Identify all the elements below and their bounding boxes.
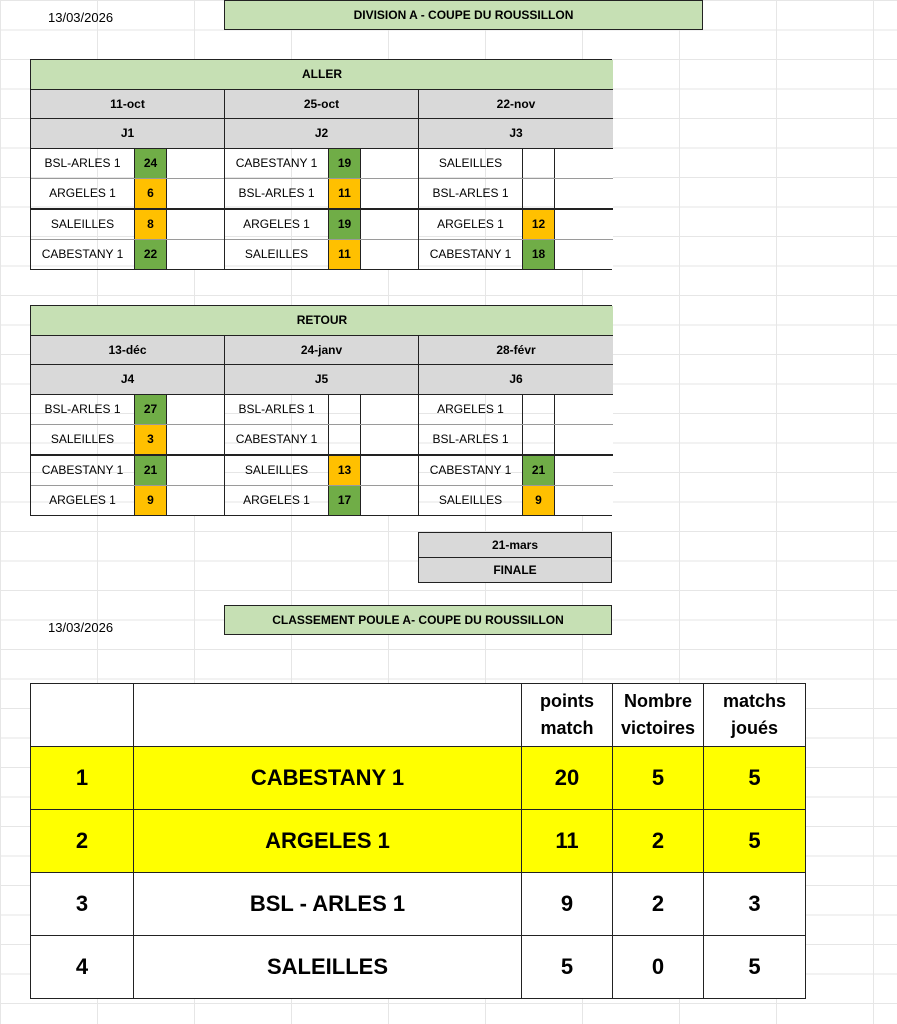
team-name: SALEILLES <box>31 210 135 240</box>
ranking-table <box>30 683 806 999</box>
ranking-row <box>31 873 806 936</box>
score-cell <box>523 395 555 425</box>
team-name: CABESTANY 1 <box>419 456 523 486</box>
aller-label: ALLER <box>31 60 613 90</box>
round-block-j5 <box>225 395 419 515</box>
team-name: ARGELES 1 <box>31 179 135 208</box>
team-cell: BSL - ARLES 1 <box>134 873 522 936</box>
match-row <box>225 485 418 515</box>
match-row <box>225 456 418 486</box>
team-name: CABESTANY 1 <box>419 240 523 269</box>
match-row <box>225 424 418 454</box>
score-cell: 3 <box>135 425 167 454</box>
team-name: SALEILLES <box>419 149 523 179</box>
match-row <box>225 149 418 179</box>
round-day: J5 <box>225 365 419 395</box>
played-cell: 5 <box>704 810 806 873</box>
round-block-j6 <box>419 395 613 515</box>
match-row <box>419 239 613 269</box>
score-cell: 18 <box>523 240 555 269</box>
played-cell: 3 <box>704 873 806 936</box>
team-name: BSL-ARLES 1 <box>419 425 523 454</box>
match-row <box>419 210 613 240</box>
header-played: matchs joués <box>704 684 806 747</box>
score-cell: 17 <box>329 486 361 515</box>
team-cell: ARGELES 1 <box>134 810 522 873</box>
team-cell: CABESTANY 1 <box>134 747 522 810</box>
match-row <box>31 395 224 425</box>
match-row <box>419 149 613 179</box>
match-pair <box>31 456 224 515</box>
header-rank <box>31 684 134 747</box>
match-pair <box>419 456 613 515</box>
match-pair <box>225 395 418 456</box>
points-cell: 20 <box>522 747 613 810</box>
round-date: 13-déc <box>31 336 225 366</box>
match-row <box>419 424 613 454</box>
ranking-header-row <box>31 684 806 747</box>
header-wins: Nombre victoires <box>613 684 704 747</box>
match-pair <box>419 210 613 269</box>
match-row <box>419 456 613 486</box>
retour-label: RETOUR <box>31 306 613 336</box>
round-block-j1 <box>31 149 225 269</box>
finale-date: 21-mars <box>491 538 539 552</box>
score-cell: 21 <box>523 456 555 486</box>
score-cell: 9 <box>523 486 555 515</box>
division-title: DIVISION A - COUPE DU ROUSSILLON <box>224 0 703 30</box>
score-cell: 6 <box>135 179 167 208</box>
match-pair <box>225 149 418 210</box>
match-row <box>419 485 613 515</box>
wins-cell: 5 <box>613 747 704 810</box>
round-date: 28-févr <box>419 336 613 366</box>
score-cell: 9 <box>135 486 167 515</box>
score-cell <box>329 425 361 454</box>
ranking-row <box>31 747 806 810</box>
ranking-row <box>31 810 806 873</box>
round-date: 22-nov <box>419 90 613 120</box>
score-cell: 19 <box>329 210 361 240</box>
wins-cell: 2 <box>613 873 704 936</box>
points-cell: 9 <box>522 873 613 936</box>
team-name: SALEILLES <box>225 456 329 486</box>
played-cell: 5 <box>704 936 806 999</box>
match-row <box>31 210 224 240</box>
team-name: ARGELES 1 <box>419 210 523 240</box>
match-pair <box>31 149 224 210</box>
match-row <box>31 239 224 269</box>
score-cell: 12 <box>523 210 555 240</box>
rank-cell: 4 <box>31 936 134 999</box>
round-block-j4 <box>31 395 225 515</box>
team-name: BSL-ARLES 1 <box>419 179 523 208</box>
round-block-j2 <box>225 149 419 269</box>
team-name: BSL-ARLES 1 <box>31 395 135 425</box>
match-row <box>419 395 613 425</box>
score-cell <box>329 395 361 425</box>
match-pair <box>419 149 613 210</box>
team-name: SALEILLES <box>225 240 329 269</box>
match-row <box>225 210 418 240</box>
score-cell: 22 <box>135 240 167 269</box>
score-cell: 13 <box>329 456 361 486</box>
round-date: 24-janv <box>225 336 419 366</box>
round-day: J4 <box>31 365 225 395</box>
round-block-j3 <box>419 149 613 269</box>
team-name: BSL-ARLES 1 <box>225 395 329 425</box>
finale-label: FINALE <box>419 557 611 582</box>
team-name: CABESTANY 1 <box>31 456 135 486</box>
match-row <box>225 178 418 208</box>
team-name: SALEILLES <box>31 425 135 454</box>
match-pair <box>31 395 224 456</box>
wins-cell: 0 <box>613 936 704 999</box>
played-cell: 5 <box>704 747 806 810</box>
team-name: CABESTANY 1 <box>31 240 135 269</box>
team-name: BSL-ARLES 1 <box>225 179 329 208</box>
sheet-date: 13/03/2026 <box>48 10 114 25</box>
score-cell: 11 <box>329 240 361 269</box>
rank-cell: 1 <box>31 747 134 810</box>
match-pair <box>225 210 418 269</box>
team-name: CABESTANY 1 <box>225 149 329 179</box>
match-row <box>225 239 418 269</box>
team-name: BSL-ARLES 1 <box>31 149 135 179</box>
score-cell <box>523 179 555 208</box>
rank-cell: 3 <box>31 873 134 936</box>
team-name: ARGELES 1 <box>419 395 523 425</box>
team-name: ARGELES 1 <box>225 486 329 515</box>
rank-cell: 2 <box>31 810 134 873</box>
points-cell: 11 <box>522 810 613 873</box>
points-cell: 5 <box>522 936 613 999</box>
score-cell: 19 <box>329 149 361 179</box>
round-day: J2 <box>225 119 419 149</box>
finale-box <box>418 532 612 583</box>
retour-schedule <box>30 305 612 516</box>
score-cell: 8 <box>135 210 167 240</box>
wins-cell: 2 <box>613 810 704 873</box>
match-row <box>225 395 418 425</box>
header-team <box>134 684 522 747</box>
header-points: points match <box>522 684 613 747</box>
team-name: ARGELES 1 <box>31 486 135 515</box>
match-row <box>31 424 224 454</box>
team-name: SALEILLES <box>419 486 523 515</box>
match-row <box>31 456 224 486</box>
ranking-date: 13/03/2026 <box>48 620 114 635</box>
round-date: 25-oct <box>225 90 419 120</box>
round-day: J6 <box>419 365 613 395</box>
round-date: 11-oct <box>31 90 225 120</box>
score-cell: 11 <box>329 179 361 208</box>
match-row <box>419 178 613 208</box>
aller-schedule <box>30 59 612 270</box>
match-row <box>31 178 224 208</box>
ranking-row <box>31 936 806 999</box>
team-name: ARGELES 1 <box>225 210 329 240</box>
match-pair <box>225 456 418 515</box>
match-pair <box>419 395 613 456</box>
score-cell <box>523 149 555 179</box>
match-row <box>31 149 224 179</box>
match-pair <box>31 210 224 269</box>
team-name: CABESTANY 1 <box>225 425 329 454</box>
score-cell: 21 <box>135 456 167 486</box>
match-row <box>31 485 224 515</box>
score-cell: 24 <box>135 149 167 179</box>
round-day: J1 <box>31 119 225 149</box>
score-cell: 27 <box>135 395 167 425</box>
round-day: J3 <box>419 119 613 149</box>
ranking-title: CLASSEMENT POULE A- COUPE DU ROUSSILLON <box>224 605 612 635</box>
score-cell <box>523 425 555 454</box>
team-cell: SALEILLES <box>134 936 522 999</box>
